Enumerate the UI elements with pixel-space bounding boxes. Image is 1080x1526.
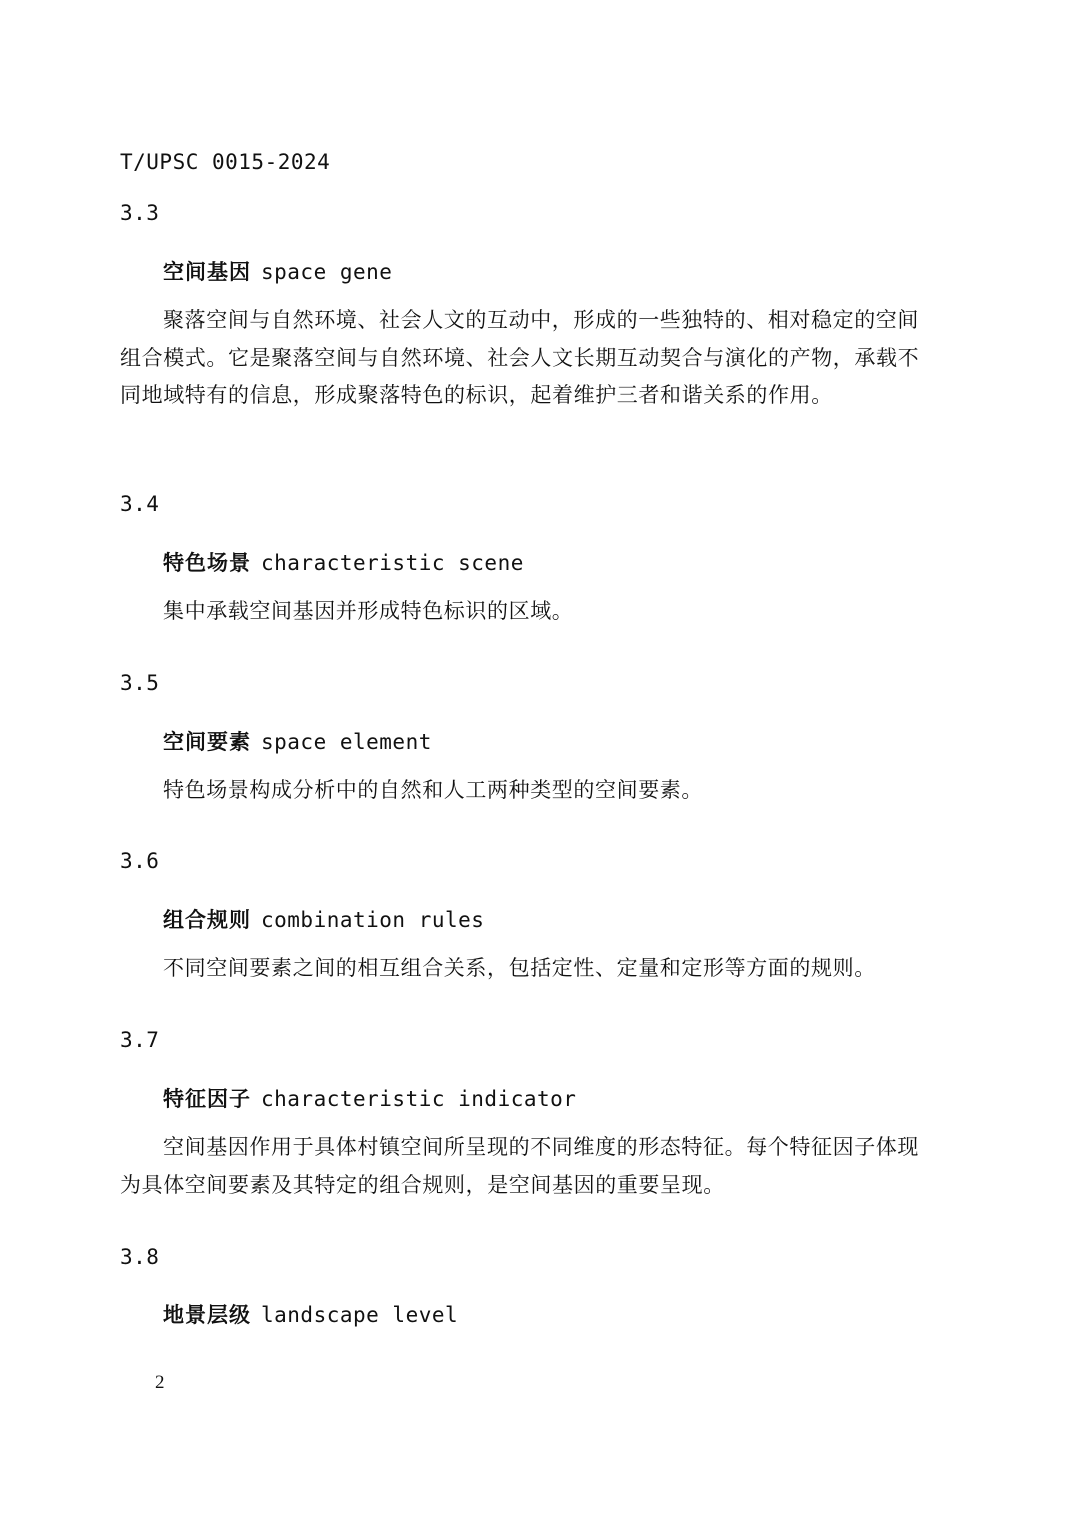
term-definition: 聚落空间与自然环境、社会人文的互动中，形成的一些独特的、相对稳定的空间组合模式。它是聚落空间与自然环境、社会人文长期互动契合与演化的产物，承载不同地域特有的信息，形成聚落特色的标识，起着维护三者和谐关系的作用。 — [120, 308, 920, 407]
term-chinese: 特色场景 — [163, 551, 251, 575]
clause-number: 3.5 — [120, 671, 160, 695]
term-definition: 集中承载空间基因并形成特色标识的区域。 — [163, 599, 574, 623]
term-heading — [163, 904, 484, 934]
clause-number: 3.3 — [120, 201, 160, 225]
term-english: space element — [261, 730, 432, 754]
term-heading — [163, 256, 392, 286]
standard-code-header: T/UPSC 0015-2024 — [120, 150, 331, 174]
term-english: characteristic scene — [261, 551, 524, 575]
term-heading — [163, 1083, 576, 1113]
clause-number: 3.7 — [120, 1028, 160, 1052]
term-english: characteristic indicator — [261, 1087, 577, 1111]
term-english: combination rules — [261, 908, 485, 932]
clause-number: 3.8 — [120, 1245, 160, 1269]
term-definition: 不同空间要素之间的相互组合关系，包括定性、定量和定形等方面的规则。 — [163, 956, 876, 980]
clause-number: 3.4 — [120, 492, 160, 516]
term-english: space gene — [261, 260, 393, 284]
term-definition: 特色场景构成分析中的自然和人工两种类型的空间要素。 — [163, 778, 703, 802]
term-chinese: 空间要素 — [163, 730, 251, 754]
term-english: landscape level — [261, 1303, 459, 1327]
term-heading — [163, 547, 524, 577]
term-definition: 空间基因作用于具体村镇空间所呈现的不同维度的形态特征。每个特征因子体现为具体空间要素及其特定的组合规则，是空间基因的重要呈现。 — [120, 1135, 919, 1197]
term-chinese: 地景层级 — [163, 1303, 251, 1327]
page-number: 2 — [155, 1372, 165, 1393]
term-chinese: 组合规则 — [163, 908, 251, 932]
clause-number: 3.6 — [120, 849, 160, 873]
term-chinese: 特征因子 — [163, 1087, 251, 1111]
term-heading — [163, 726, 432, 756]
term-chinese: 空间基因 — [163, 260, 251, 284]
term-heading — [163, 1299, 458, 1329]
